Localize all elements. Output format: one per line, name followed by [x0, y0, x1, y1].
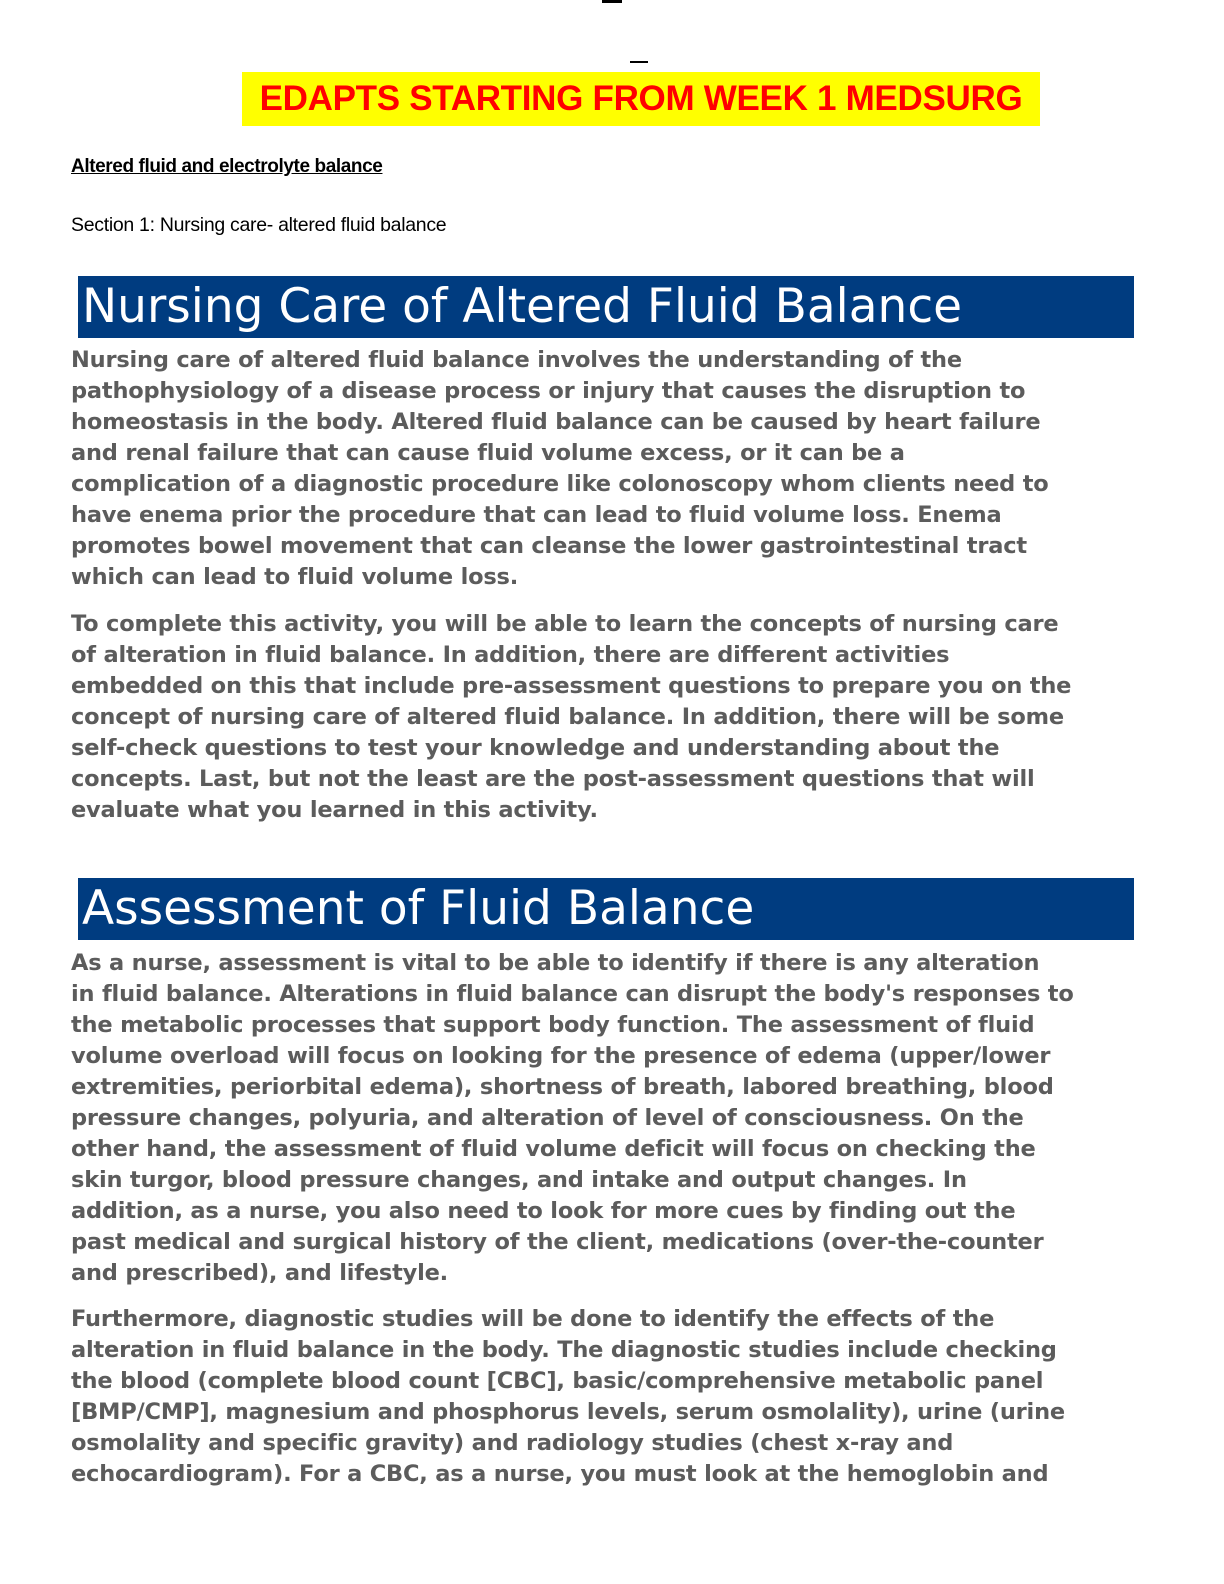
- text-line: promotes bowel movement that can cleanse the lower gastrointestinal tract: [71, 533, 1027, 559]
- text-line: volume overload will focus on looking for the presence of edema (upper/lower: [71, 1043, 1051, 1069]
- text-line: past medical and surgical history of the client, medications (over-the-counter: [71, 1229, 1044, 1255]
- text-line: To complete this activity, you will be able to learn the concepts of nursing care: [71, 611, 1059, 637]
- text-line: the metabolic processes that support body function. The assessment of fluid: [71, 1012, 1035, 1038]
- section-heading-assessment: Assessment of Fluid Balance: [78, 878, 1134, 940]
- text-line: which can lead to fluid volume loss.: [71, 564, 519, 590]
- text-line: the blood (complete blood count [CBC], basic/comprehensive metabolic panel: [71, 1368, 1044, 1394]
- text-line: in fluid balance. Alterations in fluid balance can disrupt the body's responses to: [71, 981, 1074, 1007]
- text-line: pressure changes, polyuria, and alteration of level of consciousness. On the: [71, 1105, 1024, 1131]
- text-line: osmolality and specific gravity) and radiology studies (chest x-ray and: [71, 1430, 954, 1456]
- text-line: concept of nursing care of altered fluid balance. In addition, there will be some: [71, 704, 1064, 730]
- text-line: echocardiogram). For a CBC, as a nurse, you must look at the hemoglobin and: [71, 1461, 1049, 1487]
- text-line: concepts. Last, but not the least are the post-assessment questions that will: [71, 766, 1035, 792]
- scan-artifact-mark: [630, 61, 648, 63]
- section-heading-nursing-care: Nursing Care of Altered Fluid Balance: [78, 276, 1134, 338]
- text-line: self-check questions to test your knowledge and understanding about the: [71, 735, 1000, 761]
- text-line: embedded on this that include pre-assessment questions to prepare you on the: [71, 673, 1072, 699]
- text-line: other hand, the assessment of fluid volume deficit will focus on checking the: [71, 1136, 1036, 1162]
- text-line: [BMP/CMP], magnesium and phosphorus levels, serum osmolality), urine (urine: [71, 1399, 1065, 1425]
- paragraph-diagnostic-studies: [71, 1304, 1151, 1490]
- paragraph-nursing-care-intro: [71, 345, 1151, 593]
- text-line: have enema prior the procedure that can lead to fluid volume loss. Enema: [71, 502, 1002, 528]
- section-label: Section 1: Nursing care- altered fluid balance: [71, 214, 447, 236]
- text-line: and prescribed), and lifestyle.: [71, 1260, 449, 1286]
- paragraph-activity-overview: [71, 609, 1151, 826]
- text-line: Furthermore, diagnostic studies will be done to identify the effects of the: [71, 1306, 995, 1332]
- topic-title: Altered fluid and electrolyte balance: [71, 156, 383, 177]
- text-line: homeostasis in the body. Altered fluid balance can be caused by heart failure: [71, 409, 1041, 435]
- text-line: evaluate what you learned in this activity.: [71, 797, 598, 823]
- text-line: skin turgor, blood pressure changes, and intake and output changes. In: [71, 1167, 967, 1193]
- text-line: addition, as a nurse, you also need to look for more cues by finding out the: [71, 1198, 1016, 1224]
- scan-artifact-top: [602, 0, 622, 3]
- text-line: As a nurse, assessment is vital to be able to identify if there is any alteration: [71, 950, 1040, 976]
- text-line: alteration in fluid balance in the body. The diagnostic studies include checking: [71, 1337, 1057, 1363]
- text-line: Nursing care of altered fluid balance involves the understanding of the: [71, 347, 962, 373]
- document-banner-title: EDAPTS STARTING FROM WEEK 1 MEDSURG: [242, 72, 1040, 126]
- text-line: of alteration in fluid balance. In addition, there are different activities: [71, 642, 950, 668]
- text-line: pathophysiology of a disease process or injury that causes the disruption to: [71, 378, 1026, 404]
- text-line: extremities, periorbital edema), shortness of breath, labored breathing, blood: [71, 1074, 1054, 1100]
- text-line: complication of a diagnostic procedure like colonoscopy whom clients need to: [71, 471, 1049, 497]
- text-line: and renal failure that can cause fluid volume excess, or it can be a: [71, 440, 905, 466]
- paragraph-assessment-overview: [71, 948, 1151, 1289]
